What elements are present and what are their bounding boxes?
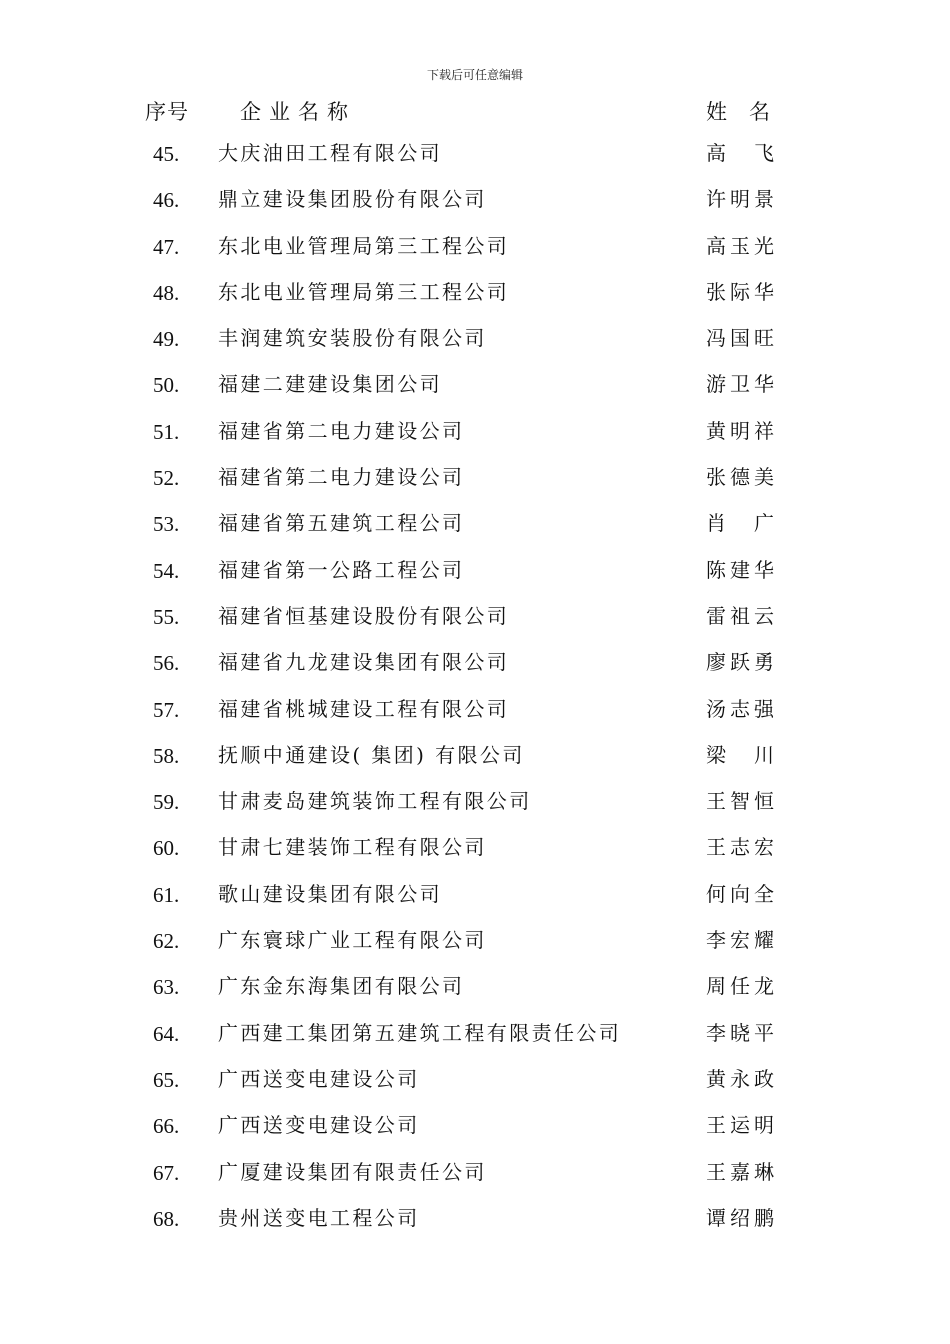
company-name: 丰润建筑安装股份有限公司: [218, 326, 487, 351]
row-number: 53.: [153, 512, 180, 537]
row-number: 68.: [153, 1206, 180, 1231]
row-number: 54.: [153, 558, 180, 583]
row-number: 62.: [153, 929, 180, 954]
company-name: 福建省第一公路工程公司: [218, 557, 465, 582]
table-row: [0, 871, 950, 917]
page-header: 下载后可任意编辑: [426, 68, 523, 82]
row-number: 58.: [153, 743, 180, 768]
person-name: 廖跃勇: [706, 650, 774, 675]
table-row: [0, 269, 950, 315]
company-name: 东北电业管理局第三工程公司: [218, 233, 510, 258]
table-row: [0, 1102, 950, 1148]
header-name: 姓名: [706, 100, 792, 124]
row-number: 59.: [153, 790, 180, 815]
company-name: 广西建工集团第五建筑工程有限责任公司: [218, 1020, 622, 1045]
company-name: 抚顺中通建设( 集团) 有限公司: [218, 742, 525, 767]
table-row: [0, 1149, 950, 1195]
table-row: [0, 454, 950, 500]
company-name: 广厦建设集团有限责任公司: [218, 1159, 487, 1184]
person-name: 梁 川: [706, 742, 774, 767]
table-row: [0, 1195, 950, 1241]
table-row: [0, 408, 950, 454]
table-row: [0, 593, 950, 639]
table-row: [0, 130, 950, 176]
table-row: [0, 917, 950, 963]
person-name: 汤志强: [706, 696, 774, 721]
table-row: [0, 963, 950, 1009]
person-name: 王志宏: [706, 835, 774, 860]
company-name: 广东金东海集团有限公司: [218, 974, 465, 999]
row-number: 61.: [153, 882, 180, 907]
row-number: 49.: [153, 327, 180, 352]
person-name: 许明景: [706, 187, 774, 212]
person-name: 高 飞: [706, 141, 774, 165]
company-name: 贵州送变电工程公司: [218, 1205, 420, 1230]
row-number: 57.: [153, 697, 180, 722]
person-name: 游卫华: [706, 372, 774, 397]
person-name: 谭绍鹏: [706, 1205, 774, 1230]
person-name: 李宏耀: [706, 928, 774, 953]
table-row: [0, 1010, 950, 1056]
person-name: 黄明祥: [706, 418, 774, 443]
person-name: 高玉光: [706, 233, 774, 258]
table-row: [0, 1056, 950, 1102]
company-name: 歌山建设集团有限公司: [218, 881, 442, 906]
row-number: 56.: [153, 651, 180, 676]
row-number: 66.: [153, 1114, 180, 1139]
row-number: 45.: [153, 142, 180, 166]
company-name: 福建省恒基建设股份有限公司: [218, 603, 510, 628]
table-row: [0, 639, 950, 685]
company-name: 广西送变电建设公司: [218, 1066, 420, 1091]
company-name: 大庆油田工程有限公司: [218, 141, 442, 165]
table-body: [0, 130, 950, 1241]
company-name: 福建省九龙建设集团有限公司: [218, 650, 510, 675]
company-name: 东北电业管理局第三工程公司: [218, 279, 510, 304]
person-name: 王嘉琳: [706, 1159, 774, 1184]
person-name: 雷祖云: [706, 603, 774, 628]
header-company: 企业名称: [240, 100, 356, 124]
company-name: 福建省第五建筑工程公司: [218, 511, 465, 536]
table-row: [0, 176, 950, 222]
row-number: 63.: [153, 975, 180, 1000]
row-number: 46.: [153, 188, 180, 213]
table-row: [0, 686, 950, 732]
company-name: 甘肃七建装饰工程有限公司: [218, 835, 487, 860]
company-name: 福建省第二电力建设公司: [218, 465, 465, 490]
row-number: 51.: [153, 419, 180, 444]
person-name: 陈建华: [706, 557, 774, 582]
row-number: 67.: [153, 1160, 180, 1185]
person-name: 王运明: [706, 1113, 774, 1138]
person-name: 李晓平: [706, 1020, 774, 1045]
row-number: 65.: [153, 1067, 180, 1092]
row-number: 55.: [153, 604, 180, 629]
company-name: 鼎立建设集团股份有限公司: [218, 187, 487, 212]
table-row: [0, 223, 950, 269]
company-name: 福建省第二电力建设公司: [218, 418, 465, 443]
header-number: 序号: [145, 100, 189, 124]
person-name: 何向全: [706, 881, 774, 906]
row-number: 52.: [153, 466, 180, 491]
company-name: 甘肃麦岛建筑装饰工程有限公司: [218, 789, 532, 814]
person-name: 张际华: [706, 279, 774, 304]
row-number: 47.: [153, 234, 180, 259]
table-row: [0, 500, 950, 546]
table-header: [0, 92, 950, 126]
company-name: 福建二建建设集团公司: [218, 372, 442, 397]
person-name: 冯国旺: [706, 326, 774, 351]
table-row: [0, 547, 950, 593]
table-row: [0, 824, 950, 870]
row-number: 48.: [153, 280, 180, 305]
person-name: 肖 广: [706, 511, 774, 536]
row-number: 64.: [153, 1021, 180, 1046]
company-name: 福建省桃城建设工程有限公司: [218, 696, 510, 721]
row-number: 50.: [153, 373, 180, 398]
person-name: 黄永政: [706, 1066, 774, 1091]
table-row: [0, 732, 950, 778]
person-name: 王智恒: [706, 789, 774, 814]
table-row: [0, 361, 950, 407]
company-name: 广东寰球广业工程有限公司: [218, 928, 487, 953]
table-row: [0, 778, 950, 824]
company-name: 广西送变电建设公司: [218, 1113, 420, 1138]
person-name: 周任龙: [706, 974, 774, 999]
person-name: 张德美: [706, 465, 774, 490]
table-row: [0, 315, 950, 361]
row-number: 60.: [153, 836, 180, 861]
